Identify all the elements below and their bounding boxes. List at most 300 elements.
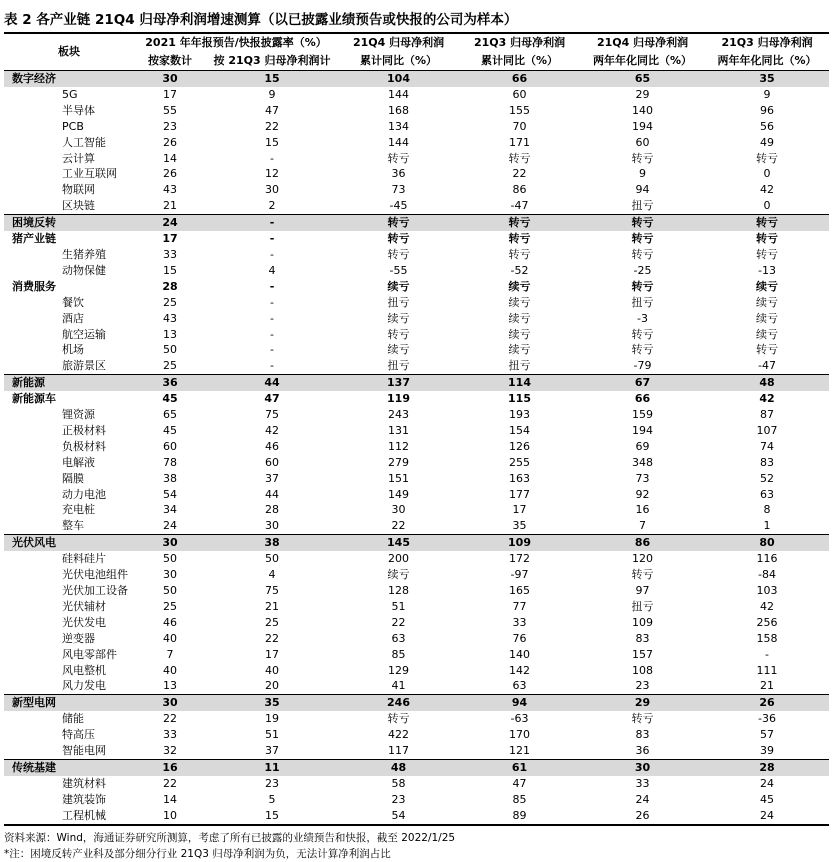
by-profit-cell: 12: [265, 167, 279, 181]
q3-cum-yoy-cell: 163: [509, 471, 531, 485]
table-row: [4, 502, 829, 518]
by-count-cell: 13: [163, 327, 177, 341]
sector-name: 猪产业链: [12, 232, 56, 246]
q4-cum-yoy-cell: 51: [391, 599, 406, 613]
q4-2y-yoy-cell: 转亏: [631, 247, 654, 261]
q4-cum-yoy-cell: 279: [388, 455, 410, 469]
sector-name: 消费服务: [12, 279, 56, 293]
by-count-cell: 22: [163, 712, 177, 726]
q3-cum-yoy-cell: 85: [512, 792, 527, 806]
table-row: [4, 391, 829, 407]
q3-cum-yoy-cell: 76: [512, 631, 527, 645]
q3-cum-yoy-cell: 转亏: [459, 215, 580, 231]
q4-2y-yoy-cell: 29: [580, 695, 705, 711]
table-row: [4, 647, 829, 663]
q4-cum-yoy-cell: 转亏: [387, 712, 410, 726]
q3-cum-yoy-cell: 94: [459, 695, 580, 711]
sector-name: 航空运输: [62, 327, 106, 341]
q3-2y-yoy-cell: 83: [760, 455, 775, 469]
by-count-cell: 24: [134, 215, 206, 231]
q3-2y-yoy-cell: 35: [705, 71, 829, 87]
sector-name: 区块链: [62, 199, 95, 213]
by-profit-cell: 38: [206, 535, 338, 551]
q3-cum-yoy-cell: 255: [509, 455, 531, 469]
q3-cum-yoy-cell: 115: [508, 392, 531, 406]
q3-2y-yoy-cell: 45: [760, 792, 775, 806]
q4-2y-yoy-cell: 7: [639, 519, 647, 533]
by-profit-cell: 30: [265, 183, 279, 197]
table-row: [4, 551, 829, 567]
q3-2y-yoy-cell: 63: [760, 487, 775, 501]
header-q3-2y-top: 21Q3 归母净利润: [705, 33, 829, 52]
by-profit-cell: -: [270, 247, 274, 261]
by-count-cell: 60: [163, 439, 177, 453]
table-row: [4, 615, 829, 631]
table-row: [4, 311, 829, 327]
header-q3-cum-bottom: 累计同比（%）: [459, 52, 580, 71]
q4-2y-yoy-cell: 29: [635, 87, 650, 101]
q4-2y-yoy-cell: 36: [635, 744, 650, 758]
table-row: [4, 808, 829, 825]
table-row: [4, 759, 829, 775]
by-profit-cell: 28: [265, 503, 279, 517]
by-count-cell: 50: [163, 343, 177, 357]
q4-cum-yoy-cell: 85: [391, 647, 406, 661]
by-count-cell: 55: [163, 103, 177, 117]
by-count-cell: 45: [163, 423, 177, 437]
table-row: [4, 135, 829, 151]
q4-cum-yoy-cell: 422: [388, 728, 410, 742]
q3-2y-yoy-cell: 107: [756, 423, 778, 437]
q4-2y-yoy-cell: 108: [632, 663, 654, 677]
q3-2y-yoy-cell: 续亏: [756, 327, 779, 341]
sector-name: 智能电网: [62, 744, 106, 758]
table-row: [4, 599, 829, 615]
by-profit-cell: 4: [268, 568, 276, 582]
by-profit-cell: 15: [206, 808, 338, 825]
source-note: 资料来源：Wind，海通证券研究所测算，考虑了所有已披露的业绩预告和快报，截至 2022/1/25: [4, 832, 456, 844]
q4-2y-yoy-cell: 转亏: [631, 343, 654, 357]
q3-2y-yoy-cell: 转亏: [756, 232, 779, 246]
q4-cum-yoy-cell: 转亏: [387, 151, 410, 165]
q3-2y-yoy-cell: 103: [756, 584, 778, 597]
q3-2y-yoy-cell: 111: [756, 663, 778, 677]
q3-2y-yoy-cell: 24: [705, 808, 829, 825]
q3-2y-yoy-cell: 42: [760, 599, 775, 613]
q4-cum-yoy-cell: 104: [338, 71, 459, 87]
q4-cum-yoy-cell: 128: [388, 584, 410, 597]
table-row: [4, 407, 829, 423]
q4-2y-yoy-cell: -25: [633, 263, 652, 277]
table-row: [4, 247, 829, 263]
q3-2y-yoy-cell: 87: [760, 408, 775, 422]
by-profit-cell: -: [270, 327, 274, 341]
by-profit-cell: 22: [265, 119, 279, 133]
q4-cum-yoy-cell: -55: [389, 263, 408, 277]
by-count-cell: 22: [163, 776, 177, 790]
by-count-cell: 15: [163, 263, 177, 277]
table-body: [4, 71, 829, 825]
table-row: [4, 182, 829, 198]
q4-cum-yoy-cell: 续亏: [387, 279, 410, 293]
q3-2y-yoy-cell: 158: [756, 631, 778, 645]
q4-2y-yoy-cell: 9: [639, 167, 647, 181]
by-profit-cell: 47: [264, 392, 280, 406]
q3-2y-yoy-cell: 1: [763, 519, 771, 533]
sector-name: 整车: [62, 519, 84, 533]
q4-cum-yoy-cell: 246: [338, 695, 459, 711]
table-row: [4, 279, 829, 295]
q4-cum-yoy-cell: 200: [388, 552, 410, 566]
q4-2y-yoy-cell: 转亏: [631, 279, 654, 293]
by-count-cell: 78: [163, 455, 177, 469]
q3-cum-yoy-cell: 172: [509, 552, 531, 566]
q4-cum-yoy-cell: 转亏: [338, 215, 459, 231]
header-by-count: 按家数计: [134, 52, 206, 71]
by-count-cell: 33: [163, 728, 177, 742]
q3-2y-yoy-cell: 24: [760, 776, 775, 790]
by-profit-cell: 19: [265, 712, 279, 726]
by-profit-cell: 11: [206, 759, 338, 775]
q3-cum-yoy-cell: 续亏: [508, 295, 531, 309]
sector-name: 建筑材料: [62, 776, 106, 790]
q3-cum-yoy-cell: 转亏: [508, 247, 531, 261]
q3-cum-yoy-cell: 121: [509, 744, 531, 758]
q4-2y-yoy-cell: 转亏: [631, 232, 654, 246]
by-profit-cell: -: [270, 311, 274, 325]
sector-name: 云计算: [62, 151, 95, 165]
q4-2y-yoy-cell: 扭亏: [631, 295, 654, 309]
q4-cum-yoy-cell: 243: [388, 408, 410, 422]
q3-cum-yoy-cell: 33: [512, 615, 527, 629]
q3-cum-yoy-cell: 续亏: [508, 343, 531, 357]
q3-2y-yoy-cell: -13: [758, 263, 776, 277]
by-count-cell: 54: [163, 487, 177, 501]
header-by-profit: 按 21Q3 归母净利润计: [206, 52, 338, 71]
q4-2y-yoy-cell: -79: [633, 359, 652, 373]
q3-2y-yoy-cell: 转亏: [705, 215, 829, 231]
by-profit-cell: -: [270, 359, 274, 373]
q3-cum-yoy-cell: 170: [509, 728, 531, 742]
by-profit-cell: 42: [265, 423, 279, 437]
q4-2y-yoy-cell: 194: [632, 119, 654, 133]
q4-2y-yoy-cell: 24: [635, 792, 650, 806]
q4-cum-yoy-cell: 22: [391, 615, 406, 629]
table-row: [4, 471, 829, 487]
by-profit-cell: 40: [265, 663, 279, 677]
q3-2y-yoy-cell: 8: [763, 503, 771, 517]
table-row: [4, 663, 829, 679]
by-profit-cell: 75: [265, 584, 279, 597]
sector-name: 特高压: [62, 728, 95, 742]
q3-cum-yoy-cell: 193: [509, 408, 531, 422]
by-count-cell: 40: [163, 663, 177, 677]
table-row: [4, 487, 829, 503]
by-profit-cell: 15: [265, 135, 279, 149]
q4-cum-yoy-cell: 131: [388, 423, 410, 437]
by-count-cell: 30: [134, 695, 206, 711]
q4-cum-yoy-cell: 30: [391, 503, 406, 517]
q3-cum-yoy-cell: 171: [509, 135, 531, 149]
q3-2y-yoy-cell: 续亏: [756, 295, 779, 309]
q3-cum-yoy-cell: 70: [512, 119, 527, 133]
q4-2y-yoy-cell: 140: [632, 103, 654, 117]
table-row: [4, 151, 829, 167]
table-row: [4, 215, 829, 231]
table-row: [4, 695, 829, 711]
sector-name: 充电桩: [62, 503, 95, 517]
q4-cum-yoy-cell: 137: [338, 375, 459, 391]
by-count-cell: 32: [163, 744, 177, 758]
sector-name: 动力电池: [62, 487, 106, 501]
header-q3-2y-bottom: 两年年化同比（%）: [705, 52, 829, 71]
by-profit-cell: 15: [206, 71, 338, 87]
sector-name: 电解液: [62, 455, 95, 469]
q3-2y-yoy-cell: 56: [760, 119, 775, 133]
by-profit-cell: 9: [268, 87, 276, 101]
by-profit-cell: 4: [268, 263, 276, 277]
header-row-top: [4, 33, 829, 52]
table-row: [4, 263, 829, 279]
header-q4-2y-bottom: 两年年化同比（%）: [580, 52, 705, 71]
q4-2y-yoy-cell: 转亏: [631, 712, 654, 726]
q4-cum-yoy-cell: 145: [338, 535, 459, 551]
q4-cum-yoy-cell: 41: [391, 679, 406, 693]
sector-name: 光伏风电: [4, 535, 134, 551]
by-profit-cell: 20: [265, 679, 279, 693]
header-disclosure-rate: 2021 年年报预告/快报披露率（%）: [134, 33, 338, 52]
q3-cum-yoy-cell: 续亏: [508, 327, 531, 341]
q3-cum-yoy-cell: 续亏: [508, 311, 531, 325]
q3-cum-yoy-cell: 63: [512, 679, 527, 693]
sector-name: 餐饮: [62, 295, 84, 309]
q3-2y-yoy-cell: 96: [760, 103, 775, 117]
q4-2y-yoy-cell: 转亏: [631, 327, 654, 341]
sector-name: 光伏电池组件: [62, 568, 128, 582]
q3-cum-yoy-cell: 114: [459, 375, 580, 391]
earnings-table: [4, 32, 829, 826]
by-profit-cell: 50: [265, 552, 279, 566]
sector-name: 酒店: [62, 311, 84, 325]
table-row: [4, 439, 829, 455]
q4-2y-yoy-cell: 109: [632, 615, 654, 629]
q3-2y-yoy-cell: 42: [759, 392, 775, 406]
table-row: [4, 583, 829, 599]
table-row: [4, 535, 829, 551]
by-profit-cell: 37: [265, 471, 279, 485]
q4-2y-yoy-cell: 扭亏: [631, 599, 654, 613]
q3-2y-yoy-cell: 0: [763, 167, 771, 181]
sector-name: 工程机械: [4, 808, 134, 825]
sector-name: 机场: [62, 343, 84, 357]
q3-cum-yoy-cell: -47: [510, 199, 529, 213]
sector-name: 数字经济: [4, 71, 134, 87]
q4-cum-yoy-cell: 119: [387, 392, 410, 406]
header-q4-2y-top: 21Q4 归母净利润: [580, 33, 705, 52]
q3-cum-yoy-cell: 89: [459, 808, 580, 825]
by-profit-cell: 23: [265, 776, 279, 790]
by-count-cell: 25: [163, 599, 177, 613]
q3-2y-yoy-cell: 116: [756, 552, 778, 566]
table-row: [4, 295, 829, 311]
sector-name: 正极材料: [62, 423, 106, 437]
by-count-cell: 21: [163, 199, 177, 213]
q4-2y-yoy-cell: 60: [635, 135, 650, 149]
sector-name: 传统基建: [4, 759, 134, 775]
q3-cum-yoy-cell: 60: [512, 87, 527, 101]
by-count-cell: 23: [163, 119, 177, 133]
by-count-cell: 14: [163, 792, 177, 806]
q3-2y-yoy-cell: 21: [760, 679, 775, 693]
q4-2y-yoy-cell: 97: [635, 584, 650, 597]
table-row: [4, 342, 829, 358]
sector-name: 锂资源: [62, 408, 95, 422]
q3-cum-yoy-cell: 86: [512, 183, 527, 197]
q4-cum-yoy-cell: 转亏: [387, 327, 410, 341]
q3-cum-yoy-cell: 17: [512, 503, 527, 517]
q4-cum-yoy-cell: 续亏: [387, 343, 410, 357]
by-count-cell: 34: [163, 503, 177, 517]
q3-2y-yoy-cell: 42: [760, 183, 775, 197]
sector-name: 逆变器: [62, 631, 95, 645]
q4-cum-yoy-cell: 112: [388, 439, 410, 453]
q4-2y-yoy-cell: 94: [635, 183, 650, 197]
by-count-cell: 17: [162, 232, 178, 246]
q3-2y-yoy-cell: -36: [758, 712, 776, 726]
q4-cum-yoy-cell: 48: [338, 759, 459, 775]
q3-2y-yoy-cell: 28: [705, 759, 829, 775]
sector-name: 风电整机: [62, 663, 106, 677]
q4-2y-yoy-cell: 65: [580, 71, 705, 87]
by-count-cell: 13: [163, 679, 177, 693]
q3-2y-yoy-cell: 转亏: [756, 151, 779, 165]
table-row: [4, 119, 829, 135]
by-count-cell: 50: [163, 552, 177, 566]
q4-cum-yoy-cell: 扭亏: [387, 295, 410, 309]
table-row: [4, 71, 829, 87]
q4-2y-yoy-cell: 67: [580, 375, 705, 391]
q3-2y-yoy-cell: 续亏: [756, 279, 779, 293]
q3-cum-yoy-cell: 47: [512, 776, 527, 790]
table-row: [4, 327, 829, 343]
table-row: [4, 375, 829, 391]
by-profit-cell: 30: [265, 519, 279, 533]
q4-2y-yoy-cell: 转亏: [580, 215, 705, 231]
sector-name: 工业互联网: [62, 167, 117, 181]
sector-name: PCB: [62, 119, 84, 133]
by-count-cell: 36: [134, 375, 206, 391]
by-profit-cell: -: [270, 343, 274, 357]
by-count-cell: 28: [162, 279, 178, 293]
by-profit-cell: 44: [206, 375, 338, 391]
q3-2y-yoy-cell: 74: [760, 439, 775, 453]
sector-name: 半导体: [62, 103, 95, 117]
q4-cum-yoy-cell: 58: [391, 776, 406, 790]
sector-name: 储能: [62, 712, 84, 726]
table-row: [4, 103, 829, 119]
q4-2y-yoy-cell: 23: [635, 679, 650, 693]
table-row: [4, 678, 829, 694]
q4-cum-yoy-cell: 144: [388, 87, 410, 101]
table-row: [4, 743, 829, 759]
q4-2y-yoy-cell: 26: [580, 808, 705, 825]
by-count-cell: 25: [163, 295, 177, 309]
table-row: [4, 87, 829, 103]
header-q3-cum-top: 21Q3 归母净利润: [459, 33, 580, 52]
q4-cum-yoy-cell: 134: [388, 119, 410, 133]
q3-cum-yoy-cell: -52: [510, 263, 529, 277]
table-row: [4, 711, 829, 727]
table-row: [4, 166, 829, 182]
q3-2y-yoy-cell: -: [765, 647, 769, 661]
q3-2y-yoy-cell: 续亏: [756, 311, 779, 325]
by-count-cell: 43: [163, 183, 177, 197]
q4-2y-yoy-cell: 转亏: [631, 568, 654, 582]
by-profit-cell: 37: [265, 744, 279, 758]
q4-2y-yoy-cell: 194: [632, 423, 654, 437]
q3-2y-yoy-cell: 9: [763, 87, 771, 101]
by-profit-cell: 2: [268, 199, 276, 213]
sector-name: 困境反转: [4, 215, 134, 231]
q3-2y-yoy-cell: 0: [763, 199, 771, 213]
q3-cum-yoy-cell: 66: [459, 71, 580, 87]
q3-2y-yoy-cell: 26: [705, 695, 829, 711]
q3-2y-yoy-cell: 256: [756, 615, 778, 629]
sector-name: 光伏发电: [62, 615, 106, 629]
by-count-cell: 17: [163, 87, 177, 101]
sector-name: 光伏加工设备: [62, 584, 128, 597]
by-profit-cell: 25: [265, 615, 279, 629]
q4-cum-yoy-cell: 144: [388, 135, 410, 149]
q4-2y-yoy-cell: 83: [635, 728, 650, 742]
by-profit-cell: 35: [206, 695, 338, 711]
by-profit-cell: 75: [265, 408, 279, 422]
q4-cum-yoy-cell: 22: [391, 519, 406, 533]
q3-2y-yoy-cell: 57: [760, 728, 775, 742]
q4-2y-yoy-cell: -3: [637, 311, 648, 325]
q3-2y-yoy-cell: 转亏: [756, 247, 779, 261]
sector-name: 生猪养殖: [62, 247, 106, 261]
q4-cum-yoy-cell: 23: [391, 792, 406, 806]
by-count-cell: 45: [162, 392, 178, 406]
sector-name: 风力发电: [62, 679, 106, 693]
by-count-cell: 50: [163, 584, 177, 597]
header-sector: 板块: [4, 33, 134, 71]
by-profit-cell: -: [270, 151, 274, 165]
q4-cum-yoy-cell: 转亏: [387, 232, 410, 246]
q4-2y-yoy-cell: 30: [580, 759, 705, 775]
q3-cum-yoy-cell: 77: [512, 599, 527, 613]
header-q4-cum-bottom: 累计同比（%）: [338, 52, 459, 71]
q3-2y-yoy-cell: 52: [760, 471, 775, 485]
q4-cum-yoy-cell: 129: [388, 663, 410, 677]
q3-cum-yoy-cell: 165: [509, 584, 531, 597]
q3-cum-yoy-cell: 177: [509, 487, 531, 501]
by-count-cell: 40: [163, 631, 177, 645]
q4-cum-yoy-cell: 149: [388, 487, 410, 501]
by-profit-cell: -: [269, 279, 275, 293]
by-profit-cell: 51: [265, 728, 279, 742]
by-count-cell: 33: [163, 247, 177, 261]
by-count-cell: 24: [163, 519, 177, 533]
q4-2y-yoy-cell: 33: [635, 776, 650, 790]
q3-2y-yoy-cell: 80: [705, 535, 829, 551]
q4-2y-yoy-cell: 159: [632, 408, 654, 422]
q4-cum-yoy-cell: 168: [388, 103, 410, 117]
sector-name: 动物保健: [62, 263, 106, 277]
q4-2y-yoy-cell: 86: [580, 535, 705, 551]
by-profit-cell: 5: [268, 792, 276, 806]
